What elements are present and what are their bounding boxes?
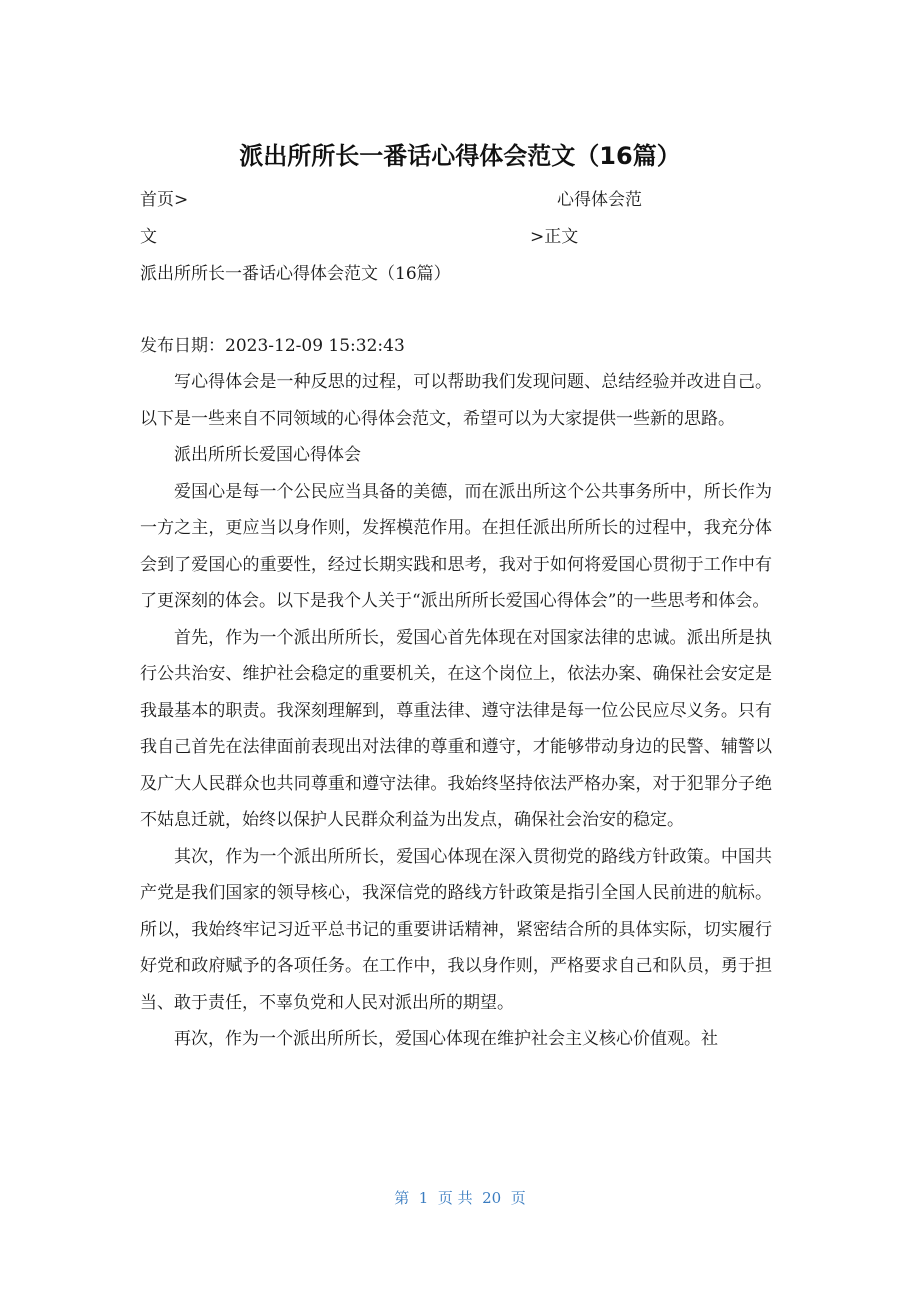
article-subtitle: 派出所所长一番话心得体会范文（16篇） [140, 264, 451, 284]
document-title: 派出所所长一番话心得体会范文（16篇） [239, 142, 681, 170]
publish-date: 发布日期：2023-12-09 15:32:43 [140, 336, 405, 356]
paragraph: 再次，作为一个派出所所长，爱国心体现在维护社会主义核心价值观。社 [174, 1029, 718, 1049]
paragraph: 其次，作为一个派出所所长，爱国心体现在深入贯彻党的路线方针政策。中国共产党是我们国家的领导核心，我深信党的路线方针政策是指引全国人民前进的航标。所以，我始终牢记习近平总书记的重要讲话精神，紧密结合所的具体实际，切实履行好党和政府赋予的各项任务。在工作中，我以身作则，严格要求自己和队员，勇于担当、敢于责任，不辜负党和人民对派出所的期望。 [140, 846, 772, 1013]
paragraph: 首先，作为一个派出所所长，爱国心首先体现在对国家法律的忠诚。派出所是执行公共治安、维护社会稳定的重要机关，在这个岗位上，依法办案、确保社会安定是我最基本的职责。我深刻理解到，尊重法律、遵守法律是每一位公民应尽义务。只有我自己首先在法律面前表现出对法律的尊重和遵守，才能够带动身边的民警、辅警以及广大人民群众也共同尊重和遵守法律。我始终坚持依法严格办案，对于犯罪分子绝不姑息迁就，始终以保护人民群众利益为出发点，确保社会治安的稳定。 [140, 627, 772, 830]
breadcrumb [140, 182, 780, 218]
breadcrumb-continued [140, 219, 780, 255]
breadcrumb-category-link[interactable]: 心得体会范 [557, 190, 642, 210]
paragraph-intro: 写心得体会是一种反思的过程，可以帮助我们发现问题、总结经验并改进自己。以下是一些来自不同领域的心得体会范文，希望可以为大家提供一些新的思路。 [140, 372, 772, 429]
breadcrumb-current: >正文 [530, 227, 579, 247]
paragraph: 爱国心是每一个公民应当具备的美德，而在派出所这个公共事务所中，所长作为一方之主，更应当以身作则，发挥模范作用。在担任派出所所长的过程中，我充分体会到了爱国心的重要性，经过长期实践和思考，我对于如何将爱国心贯彻于工作中有了更深刻的体会。以下是我个人关于“派出所所长爱国心得体会”的一些思考和体会。 [140, 481, 772, 611]
article-body [140, 364, 772, 1058]
section-heading: 派出所所长爱国心得体会 [174, 445, 361, 465]
page-number-footer: 第 1 页 共 20 页 [394, 1189, 526, 1207]
breadcrumb-home-link[interactable]: 首页> [140, 190, 189, 210]
breadcrumb-category-link-continued[interactable]: 文 [140, 227, 157, 247]
